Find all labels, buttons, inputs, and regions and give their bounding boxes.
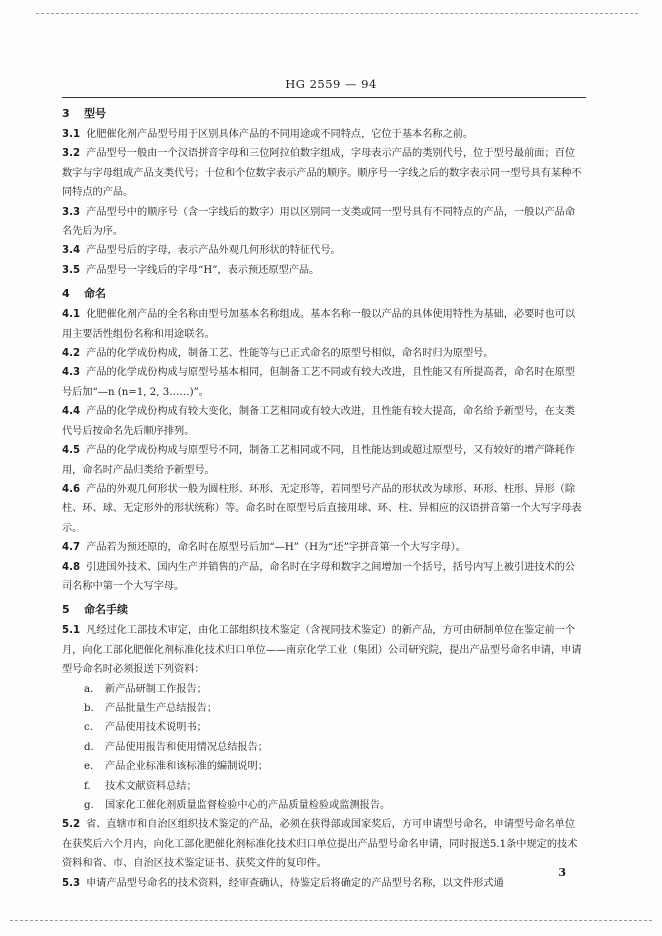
clause: 4.3 产品的化学成份构成与原型号基本相同，但制备工艺不同或有较大改进，且性能又有所提高者，命名时在原型号后加“—n (n=1, 2, 3……)”。 <box>62 367 576 398</box>
list-item: d. 产品使用报告和使用情况总结报告； <box>84 741 268 753</box>
scan-bottom-border <box>10 920 652 921</box>
clause: 3.4 产品型号后的字母，表示产品外观几何形状的特征代号。 <box>62 245 341 257</box>
required-documents-list <box>62 680 582 816</box>
clause: 4.5 产品的化学成份构成与原型号不同，制备工艺相同或不同，且性能达到或超过原型号，又有较好的增产降耗作用，命名时产品归类给予新型号。 <box>62 445 576 476</box>
clause: 3.2 产品型号一般由一个汉语拼音字母和三位阿拉伯数字组成，字母表示产品的类别代号，位于型号最前面；百位数字与字母组成产品支类代号；十位和个位数字表示产品的顺序。顺序号一字线之后的数字表示同一型号具有某种不同特点的产品。 <box>62 148 582 199</box>
header-rule <box>62 97 586 98</box>
list-item: a. 新产品研制工作报告； <box>84 683 207 695</box>
list-item: e. 产品企业标准和该标准的编制说明； <box>84 761 268 773</box>
list-item: f. 技术文献资料总结； <box>84 780 197 792</box>
document-body <box>62 100 582 893</box>
clause: 3.3 产品型号中的顺序号（含一字线后的数字）用以区别同一支类或同一型号具有不同特点的产品，一般以产品命名先后为序。 <box>62 206 576 238</box>
list-item: b. 产品批量生产总结报告； <box>84 702 218 714</box>
section-heading: 3 型号 <box>62 107 106 120</box>
list-item: g. 国家化工催化剂质量监督检验中心的产品质量检验或监测报告。 <box>84 800 391 811</box>
clause: 4.8 引进国外技术、国内生产并销售的产品，命名时在字母和数字之间增加一个括号，括号内写上被引进技术的公司名称中第一个大写字母。 <box>62 561 576 592</box>
section-heading: 5 命名手续 <box>62 603 128 617</box>
list-item: c. 产品使用技术说明书； <box>84 722 207 734</box>
clause: 5.3 申请产品型号命名的技术资料，经审查确认，待鉴定后将确定的产品型号名称，以文件形式通 <box>62 877 504 889</box>
standard-code-header: HG 2559 — 94 <box>285 77 377 91</box>
clause: 4.6 产品的外观几何形状一般为圆柱形、环形、无定形等，若同型号产品的形状改为球形、环形、柱形、异形（除柱、环、球、无定形外的形状统称）等。命名时在原型号后直接用球、环、柱、异相应的汉语拼音第一个大写字母表示。 <box>62 483 582 534</box>
scan-top-border <box>36 13 638 14</box>
clause: 3.1 化肥催化剂产品型号用于区别具体产品的不同用途或不同特点，它位于基本名称之前。 <box>62 129 474 140</box>
section-heading: 4 命名 <box>62 287 106 301</box>
clause: 4.1 化肥催化剂产品的全名称由型号加基本名称组成。基本名称一般以产品的具体使用特性为基础，必要时也可以用主要活性组份名称和用途联名。 <box>62 309 576 340</box>
clause: 5.1 凡经过化工部技术审定，由化工部组织技术鉴定（含视同技术鉴定）的新产品，方可由研制单位在鉴定前一个月，向化工部化肥催化剂标准化技术归口单位——南京化学工业（集团）公司研究院，提出产品型号命名申请，申请型号命名时必须报送下列资料： <box>62 625 582 676</box>
clause: 4.2 产品的化学成份构成，制备工艺、性能等与已正式命名的原型号相似，命名时归为原型号。 <box>62 348 494 360</box>
clause: 4.4 产品的化学成份构成有较大变化，制备工艺相同或有较大改进，且性能有较大提高，命名给予新型号，在支类代号后按命名先后顺序排列。 <box>62 406 576 437</box>
clause: 5.2 省、直辖市和自治区组织技术鉴定的产品，必须在获得部或国家奖后，方可申请型号命名，申请型号命名单位在获奖后六个月内，向化工部化肥催化剂标准化技术归口单位提出产品型号命名申请，同时报送5.1条中规定的技术资料和省、市、自治区技术鉴定证书、获奖文件的复印件。 <box>62 819 578 870</box>
page-number: 3 <box>558 866 566 879</box>
clause: 3.5 产品型号一字线后的字母“H”，表示预还原型产品。 <box>62 264 320 276</box>
clause: 4.7 产品若为预还原的，命名时在原型号后加“—H”（H为“还”字拼音第一个大写字母）。 <box>62 542 466 554</box>
